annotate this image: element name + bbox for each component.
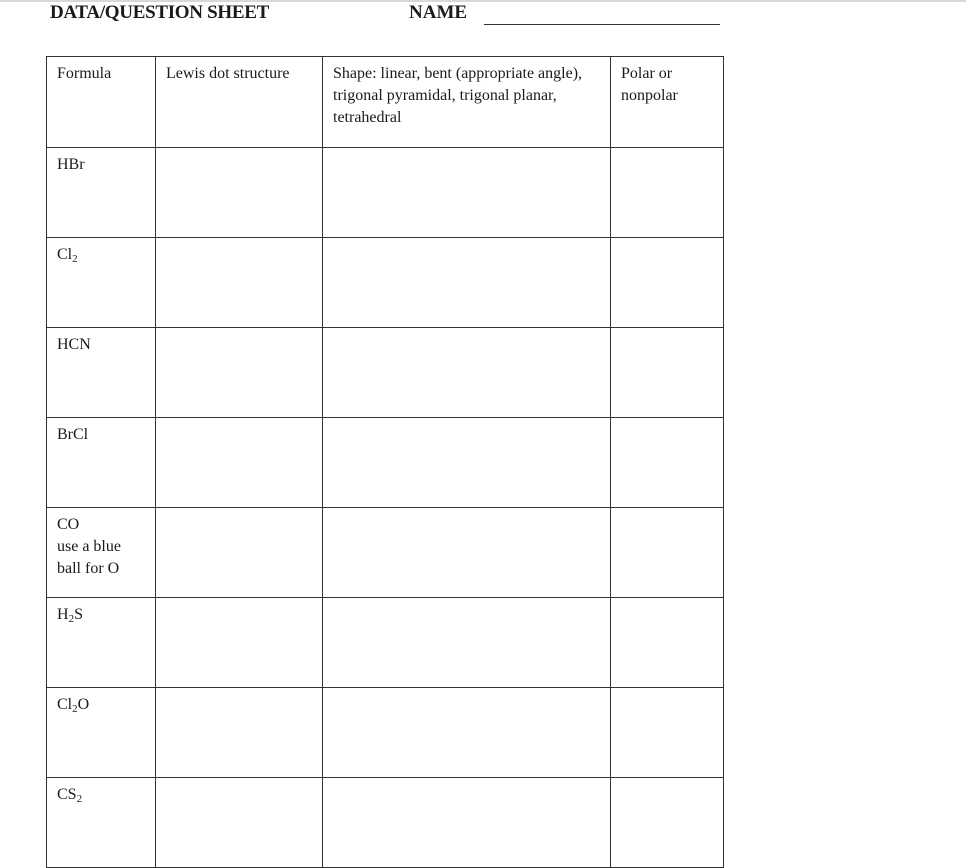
formula bbox=[57, 244, 145, 266]
table-row bbox=[47, 238, 724, 328]
formula bbox=[57, 154, 145, 176]
header-shape: Shape: linear, bent (appropriate angle), trigonal pyramidal, trigonal planar, tetrahedral bbox=[323, 57, 611, 148]
name-label: NAME bbox=[409, 2, 468, 23]
formula-text: HCN bbox=[57, 336, 91, 353]
lewis-cell[interactable] bbox=[156, 598, 323, 688]
formula bbox=[57, 424, 145, 446]
page-title: DATA/QUESTION SHEET bbox=[50, 2, 270, 23]
table-row bbox=[47, 778, 724, 868]
formula-cell bbox=[47, 328, 156, 418]
formula bbox=[57, 514, 145, 536]
polarity-cell[interactable] bbox=[611, 418, 724, 508]
shape-cell[interactable] bbox=[323, 148, 611, 238]
lewis-cell[interactable] bbox=[156, 418, 323, 508]
data-table bbox=[46, 56, 724, 868]
formula bbox=[57, 784, 145, 806]
lewis-cell[interactable] bbox=[156, 148, 323, 238]
formula-cell bbox=[47, 778, 156, 868]
shape-cell[interactable] bbox=[323, 778, 611, 868]
formula-text: S bbox=[74, 606, 83, 623]
polarity-cell[interactable] bbox=[611, 148, 724, 238]
name-blank-line bbox=[484, 24, 720, 25]
polarity-cell[interactable] bbox=[611, 328, 724, 418]
formula-subscript: 2 bbox=[72, 703, 78, 715]
polarity-cell[interactable] bbox=[611, 238, 724, 328]
table-row bbox=[47, 688, 724, 778]
formula-cell bbox=[47, 148, 156, 238]
table-row bbox=[47, 508, 724, 598]
header-row bbox=[47, 57, 724, 148]
formula bbox=[57, 334, 145, 356]
shape-cell[interactable] bbox=[323, 598, 611, 688]
lewis-cell[interactable] bbox=[156, 508, 323, 598]
formula-subscript: 2 bbox=[68, 613, 75, 625]
formula-text: CS bbox=[57, 786, 77, 803]
shape-cell[interactable] bbox=[323, 418, 611, 508]
header-formula: Formula bbox=[47, 57, 156, 148]
formula-text: O bbox=[77, 696, 90, 713]
header-polarity: Polar or nonpolar bbox=[611, 57, 724, 148]
formula-note: use a blue ball for O bbox=[57, 538, 121, 577]
table-row bbox=[47, 418, 724, 508]
formula-text: Cl bbox=[57, 246, 73, 263]
formula-cell bbox=[47, 688, 156, 778]
formula-text: H bbox=[57, 606, 69, 623]
formula-cell bbox=[47, 508, 156, 598]
formula-subscript: 2 bbox=[72, 253, 78, 265]
polarity-cell[interactable] bbox=[611, 598, 724, 688]
formula-cell bbox=[47, 238, 156, 328]
lewis-cell[interactable] bbox=[156, 328, 323, 418]
polarity-cell[interactable] bbox=[611, 508, 724, 598]
formula bbox=[57, 604, 145, 626]
formula-text: Cl bbox=[57, 696, 73, 713]
formula-text: HBr bbox=[57, 156, 85, 173]
lewis-cell[interactable] bbox=[156, 688, 323, 778]
header-lewis: Lewis dot structure bbox=[156, 57, 323, 148]
lewis-cell[interactable] bbox=[156, 238, 323, 328]
formula bbox=[57, 694, 145, 716]
formula-text: BrCl bbox=[57, 426, 89, 443]
table-row bbox=[47, 148, 724, 238]
polarity-cell[interactable] bbox=[611, 688, 724, 778]
formula-text: CO bbox=[57, 516, 80, 533]
polarity-cell[interactable] bbox=[611, 778, 724, 868]
shape-cell[interactable] bbox=[323, 508, 611, 598]
formula-subscript: 2 bbox=[76, 793, 83, 805]
lewis-cell[interactable] bbox=[156, 778, 323, 868]
formula-cell bbox=[47, 598, 156, 688]
shape-cell[interactable] bbox=[323, 688, 611, 778]
formula-cell bbox=[47, 418, 156, 508]
shape-cell[interactable] bbox=[323, 328, 611, 418]
table-row bbox=[47, 598, 724, 688]
table-row bbox=[47, 328, 724, 418]
shape-cell[interactable] bbox=[323, 238, 611, 328]
